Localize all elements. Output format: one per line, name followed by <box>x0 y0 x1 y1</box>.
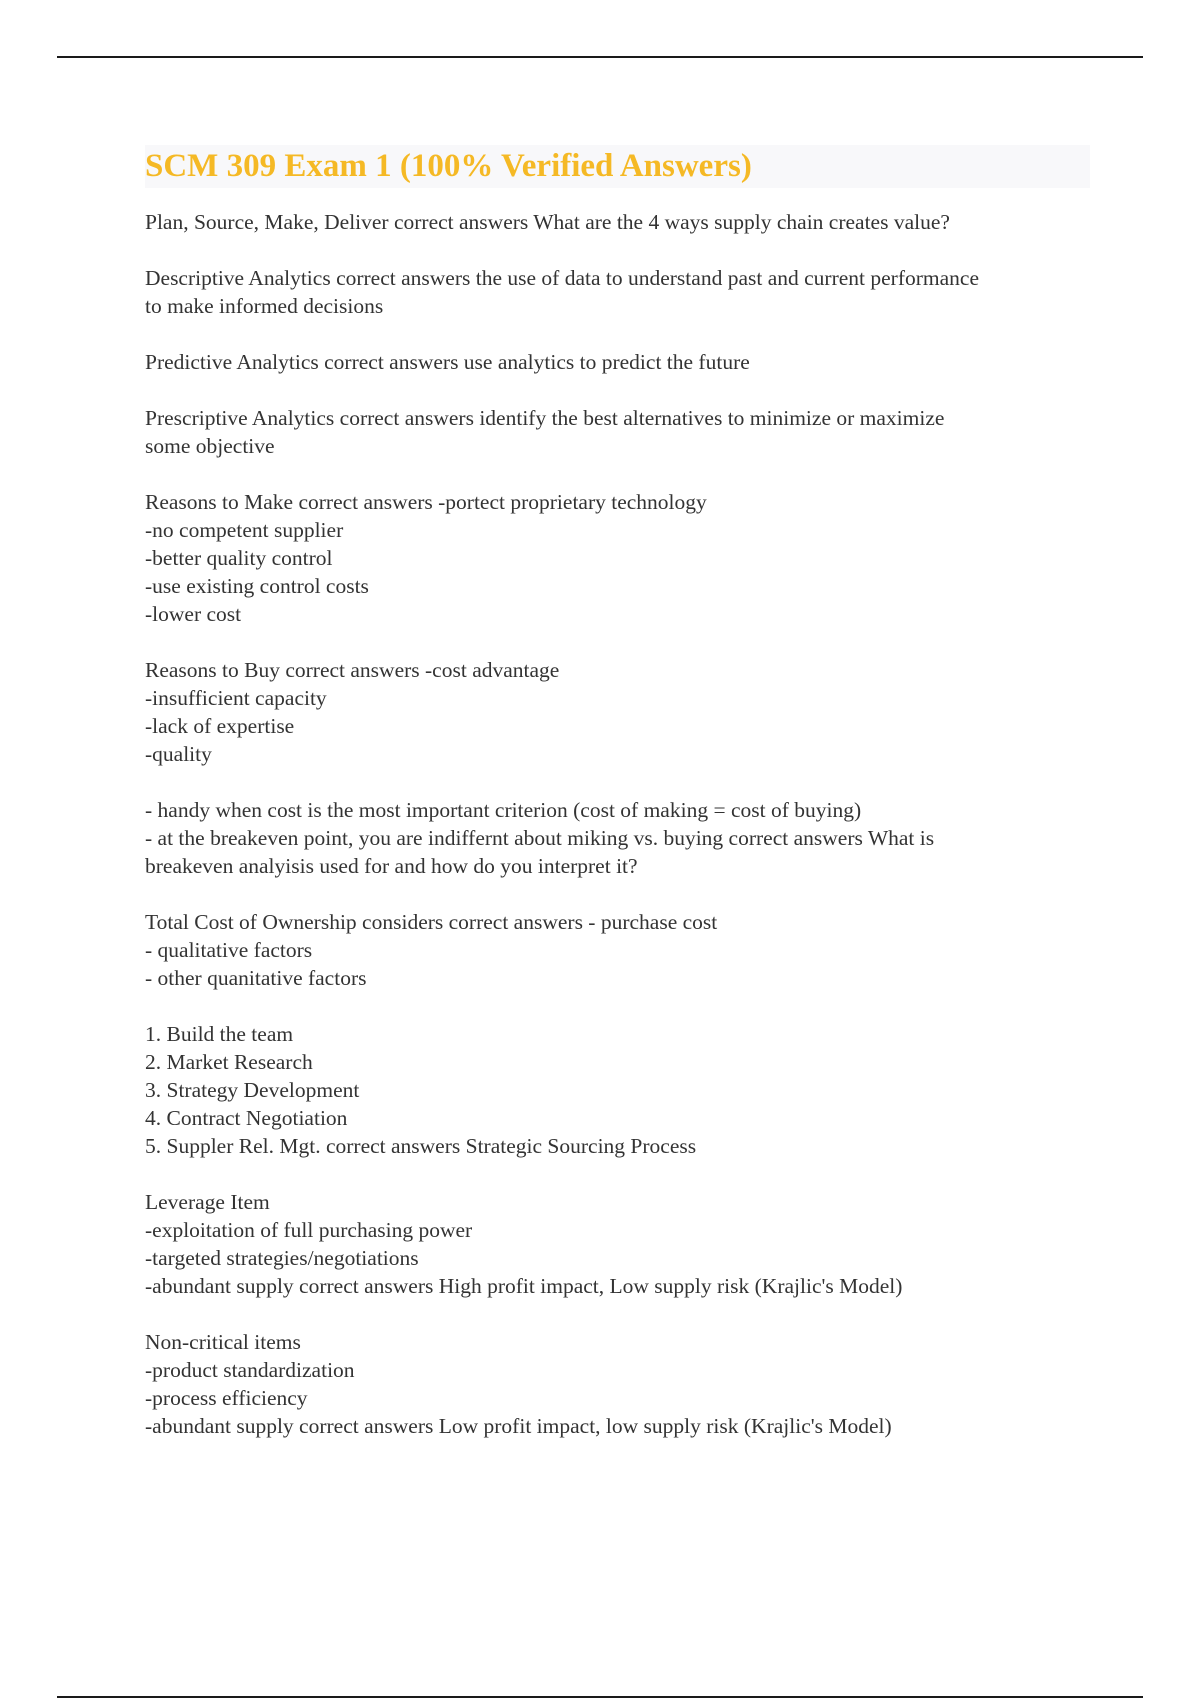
qa-block <box>145 1328 1090 1440</box>
text-line: Non-critical items <box>145 1330 301 1354</box>
text-line: -product standardization <box>145 1358 355 1382</box>
document-body <box>145 145 1090 1468</box>
text-line: Prescriptive Analytics correct answers identify the best alternatives to minimize or maximize <box>145 406 945 430</box>
qa-block <box>145 796 1090 880</box>
text-line: -exploitation of full purchasing power <box>145 1218 473 1242</box>
text-line: -lack of expertise <box>145 714 295 738</box>
text-line: Descriptive Analytics correct answers the use of data to understand past and current performance <box>145 266 979 290</box>
text-line: -abundant supply correct answers High profit impact, Low supply risk (Krajlic's Model) <box>145 1274 903 1298</box>
text-line: Predictive Analytics correct answers use analytics to predict the future <box>145 350 750 374</box>
text-line: some objective <box>145 434 275 458</box>
text-line: -lower cost <box>145 602 242 626</box>
text-line: -quality <box>145 742 212 766</box>
text-line: - at the breakeven point, you are indiffernt about miking vs. buying correct answers What is <box>145 826 935 850</box>
text-line: Plan, Source, Make, Deliver correct answers What are the 4 ways supply chain creates value? <box>145 210 950 234</box>
qa-block <box>145 404 1090 460</box>
text-line: -targeted strategies/negotiations <box>145 1246 419 1270</box>
bottom-rule <box>57 1696 1143 1698</box>
qa-block <box>145 908 1090 992</box>
text-line: -better quality control <box>145 546 333 570</box>
text-line: 2. Market Research <box>145 1050 313 1074</box>
text-line: breakeven analyisis used for and how do you interpret it? <box>145 854 638 878</box>
text-line: Reasons to Buy correct answers -cost advantage <box>145 658 560 682</box>
qa-block <box>145 348 1090 376</box>
text-line: - handy when cost is the most important criterion (cost of making = cost of buying) <box>145 798 862 822</box>
text-line: -insufficient capacity <box>145 686 327 710</box>
top-rule <box>57 56 1143 58</box>
text-line: - qualitative factors <box>145 938 313 962</box>
text-line: -abundant supply correct answers Low profit impact, low supply risk (Krajlic's Model) <box>145 1414 892 1438</box>
qa-block <box>145 488 1090 628</box>
qa-block <box>145 264 1090 320</box>
text-line: Leverage Item <box>145 1190 270 1214</box>
text-line: 4. Contract Negotiation <box>145 1106 348 1130</box>
qa-block <box>145 1188 1090 1300</box>
text-line: -process efficiency <box>145 1386 308 1410</box>
text-line: -no competent supplier <box>145 518 344 542</box>
text-line: to make informed decisions <box>145 294 384 318</box>
text-line: Reasons to Make correct answers -portect proprietary technology <box>145 490 707 514</box>
text-line: Total Cost of Ownership considers correct answers - purchase cost <box>145 910 718 934</box>
qa-block <box>145 208 1090 236</box>
qa-block <box>145 1020 1090 1160</box>
text-line: 3. Strategy Development <box>145 1078 360 1102</box>
qa-block <box>145 656 1090 768</box>
qa-blocks <box>145 208 1090 1440</box>
text-line: - other quanitative factors <box>145 966 367 990</box>
text-line: 1. Build the team <box>145 1022 294 1046</box>
document-title: SCM 309 Exam 1 (100% Verified Answers) <box>145 145 1090 188</box>
text-line: 5. Suppler Rel. Mgt. correct answers Strategic Sourcing Process <box>145 1134 697 1158</box>
text-line: -use existing control costs <box>145 574 369 598</box>
